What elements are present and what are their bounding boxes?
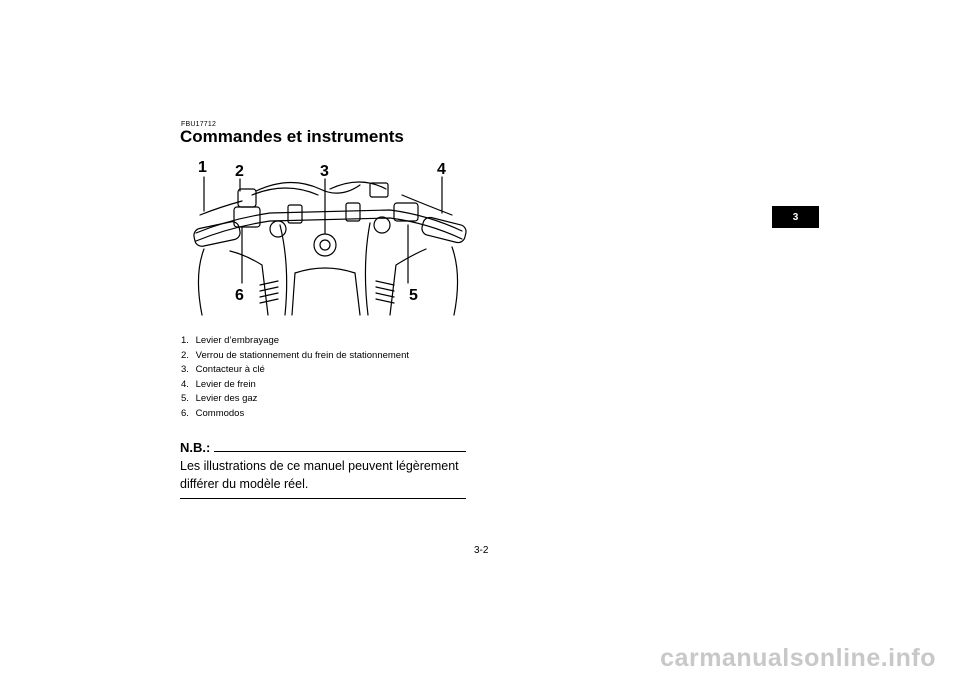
callout-5: 5 — [409, 287, 418, 304]
handlebar-illustration — [190, 155, 470, 325]
legend-item — [181, 334, 409, 349]
note-header — [180, 440, 466, 455]
note-text: Les illustrations de ce manuel peuvent légèrement différer du modèle réel. — [180, 457, 466, 499]
legend-text: Commodos — [195, 407, 245, 419]
legend-number: 4. — [181, 378, 189, 390]
callout-4: 4 — [437, 161, 446, 178]
legend-number: 3. — [181, 364, 189, 376]
note-rule-top — [214, 451, 466, 452]
section-code: FBU17712 — [181, 121, 217, 128]
legend-number: 5. — [181, 393, 189, 405]
legend-number: 6. — [181, 407, 189, 419]
callout-6: 6 — [235, 287, 244, 304]
legend-item — [181, 392, 409, 407]
handlebar-drawing — [190, 155, 470, 325]
legend-text: Verrou de stationnement du frein de stationnement — [195, 349, 410, 361]
note-box — [180, 440, 466, 499]
figure-legend — [181, 334, 409, 422]
callout-1: 1 — [198, 159, 207, 176]
page-number: 3-2 — [474, 545, 489, 556]
legend-text: Contacteur à clé — [195, 364, 265, 376]
legend-item — [181, 407, 409, 422]
legend-item — [181, 349, 409, 364]
legend-item — [181, 378, 409, 393]
watermark: carmanualsonline.info — [660, 644, 936, 672]
chapter-tab: 3 — [772, 206, 819, 228]
legend-text: Levier d’embrayage — [195, 335, 280, 346]
legend-number: 2. — [181, 349, 189, 361]
note-label: N.B.: — [180, 440, 211, 455]
legend-item — [181, 363, 409, 378]
legend-text: Levier des gaz — [195, 393, 258, 405]
page-title: Commandes et instruments — [180, 127, 404, 146]
legend-text: Levier de frein — [195, 378, 256, 390]
callout-2: 2 — [235, 163, 244, 180]
callout-3: 3 — [320, 163, 329, 180]
legend-number: 1. — [181, 335, 189, 346]
